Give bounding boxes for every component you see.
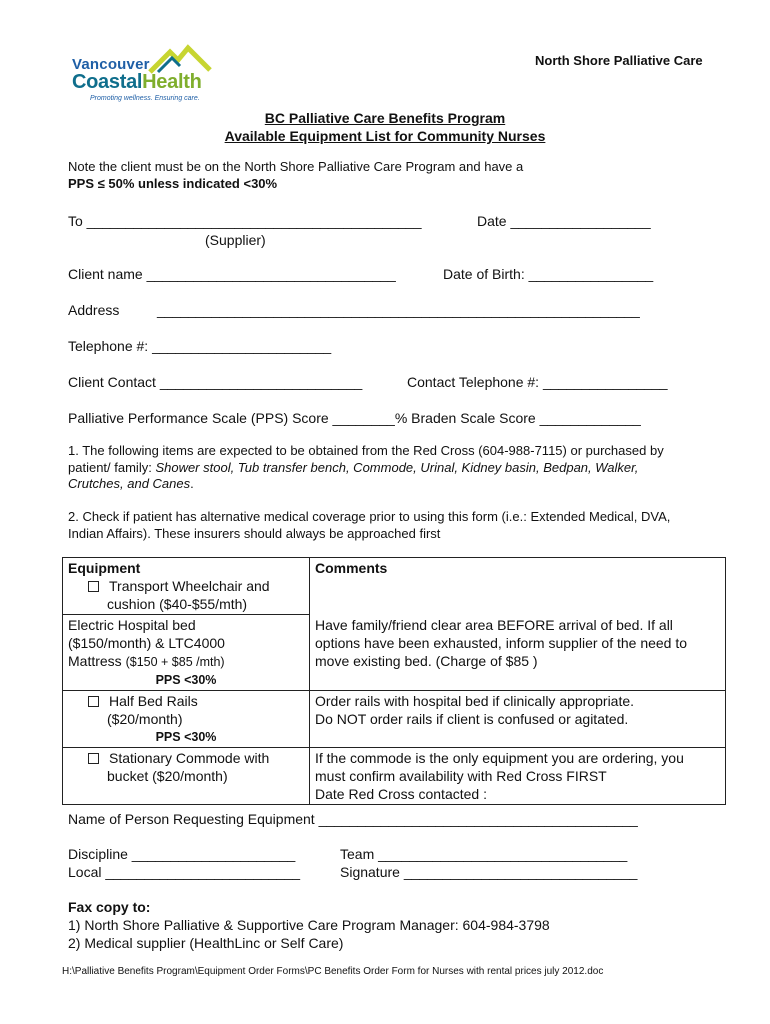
mountain-logo-icon	[148, 44, 212, 74]
address-field[interactable]: ______________________________________________________________	[157, 302, 640, 318]
item2-line1: 2. Check if patient has alternative medical coverage prior to using this form (i.e.: Extended Medical, DVA,	[68, 509, 671, 524]
table-header-row: Equipment Transport Wheelchair and cushion ($40-$55/mth) Comments	[63, 558, 726, 615]
comments-header: Comments	[315, 560, 388, 576]
wheelchair-checkbox[interactable]	[88, 581, 99, 592]
commode-checkbox[interactable]	[88, 753, 99, 764]
item1-line1: 1. The following items are expected to be obtained from the Red Cross (604-988-7115) or purchased by	[68, 443, 664, 458]
table-row: Stationary Commode with bucket ($20/month) If the commode is the only equipment you are ordering, you must confirm availability with Red Cross FIRST Date Red Cross contacted :	[63, 748, 726, 805]
fax-line-1: 1) North Shore Palliative & Supportive Care Program Manager: 604-984-3798	[68, 917, 550, 933]
discipline-field[interactable]: Discipline _____________________	[68, 846, 296, 862]
telephone-field[interactable]: Telephone #: _______________________	[68, 338, 332, 354]
contact-telephone-field[interactable]: Contact Telephone #: ________________	[407, 374, 668, 390]
item1-line3: Crutches, and Canes.	[68, 476, 194, 491]
equipment-table	[62, 557, 726, 805]
requester-name-field[interactable]: Name of Person Requesting Equipment _________________________________________	[68, 811, 638, 827]
note-line-1: Note the client must be on the North Shore Palliative Care Program and have a	[68, 159, 524, 174]
vch-logo	[70, 44, 220, 108]
page-subtitle: Available Equipment List for Community Nurses	[224, 128, 546, 144]
logo-line-1: Vancouver	[72, 56, 150, 73]
local-field[interactable]: Local _________________________	[68, 864, 301, 880]
supplier-caption: (Supplier)	[205, 232, 266, 248]
signature-field[interactable]: Signature ______________________________	[340, 864, 638, 880]
item1-line2: patient/ family: Shower stool, Tub transfer bench, Commode, Urinal, Kidney basin, Bedpan, Walker,	[68, 460, 639, 475]
address-label: Address	[68, 302, 120, 318]
to-supplier-field[interactable]: To ___________________________________________	[68, 213, 422, 229]
client-contact-field[interactable]: Client Contact __________________________	[68, 374, 363, 390]
item2-line2: Indian Affairs). These insurers should always be approached first	[68, 526, 441, 541]
red-cross-date-field[interactable]: Date Red Cross contacted :	[315, 786, 487, 802]
table-row: Half Bed Rails ($20/month) PPS <30% Order rails with hospital bed if clinically appropriate. Do NOT order rails if client is confused or agitated.	[63, 691, 726, 748]
table-row: Electric Hospital bed ($150/month) & LTC4000 Mattress ($150 + $85 /mth) PPS <30% Have family/friend clear area BEFORE arrival of bed. If all options have been exhausted, inform supplier of the need to move existing bed. (Charge of $85 )	[63, 615, 726, 691]
page-title: BC Palliative Care Benefits Program	[264, 110, 506, 126]
logo-line-2: CoastalHealth	[72, 71, 202, 93]
file-path-footer: H:\Palliative Benefits Program\Equipment Order Forms\PC Benefits Order Form for Nurses with rental prices july 2012.doc	[62, 966, 604, 977]
half-bed-rails-checkbox[interactable]	[88, 696, 99, 707]
date-field[interactable]: Date __________________	[477, 213, 651, 229]
note-line-2: PPS ≤ 50% unless indicated <30%	[68, 176, 278, 191]
fax-title: Fax copy to:	[68, 899, 151, 915]
pps-braden-field[interactable]: Palliative Performance Scale (PPS) Score ________% Braden Scale Score _____________	[68, 410, 641, 426]
team-field[interactable]: Team ________________________________	[340, 846, 628, 862]
client-name-field[interactable]: Client name ________________________________	[68, 266, 396, 282]
fax-line-2: 2) Medical supplier (HealthLinc or Self Care)	[68, 935, 344, 951]
date-of-birth-field[interactable]: Date of Birth: ________________	[443, 266, 654, 282]
header-program-name: North Shore Palliative Care	[535, 53, 703, 68]
equipment-header: Equipment	[68, 560, 141, 576]
logo-tagline: Promoting wellness. Ensuring care.	[90, 95, 200, 102]
